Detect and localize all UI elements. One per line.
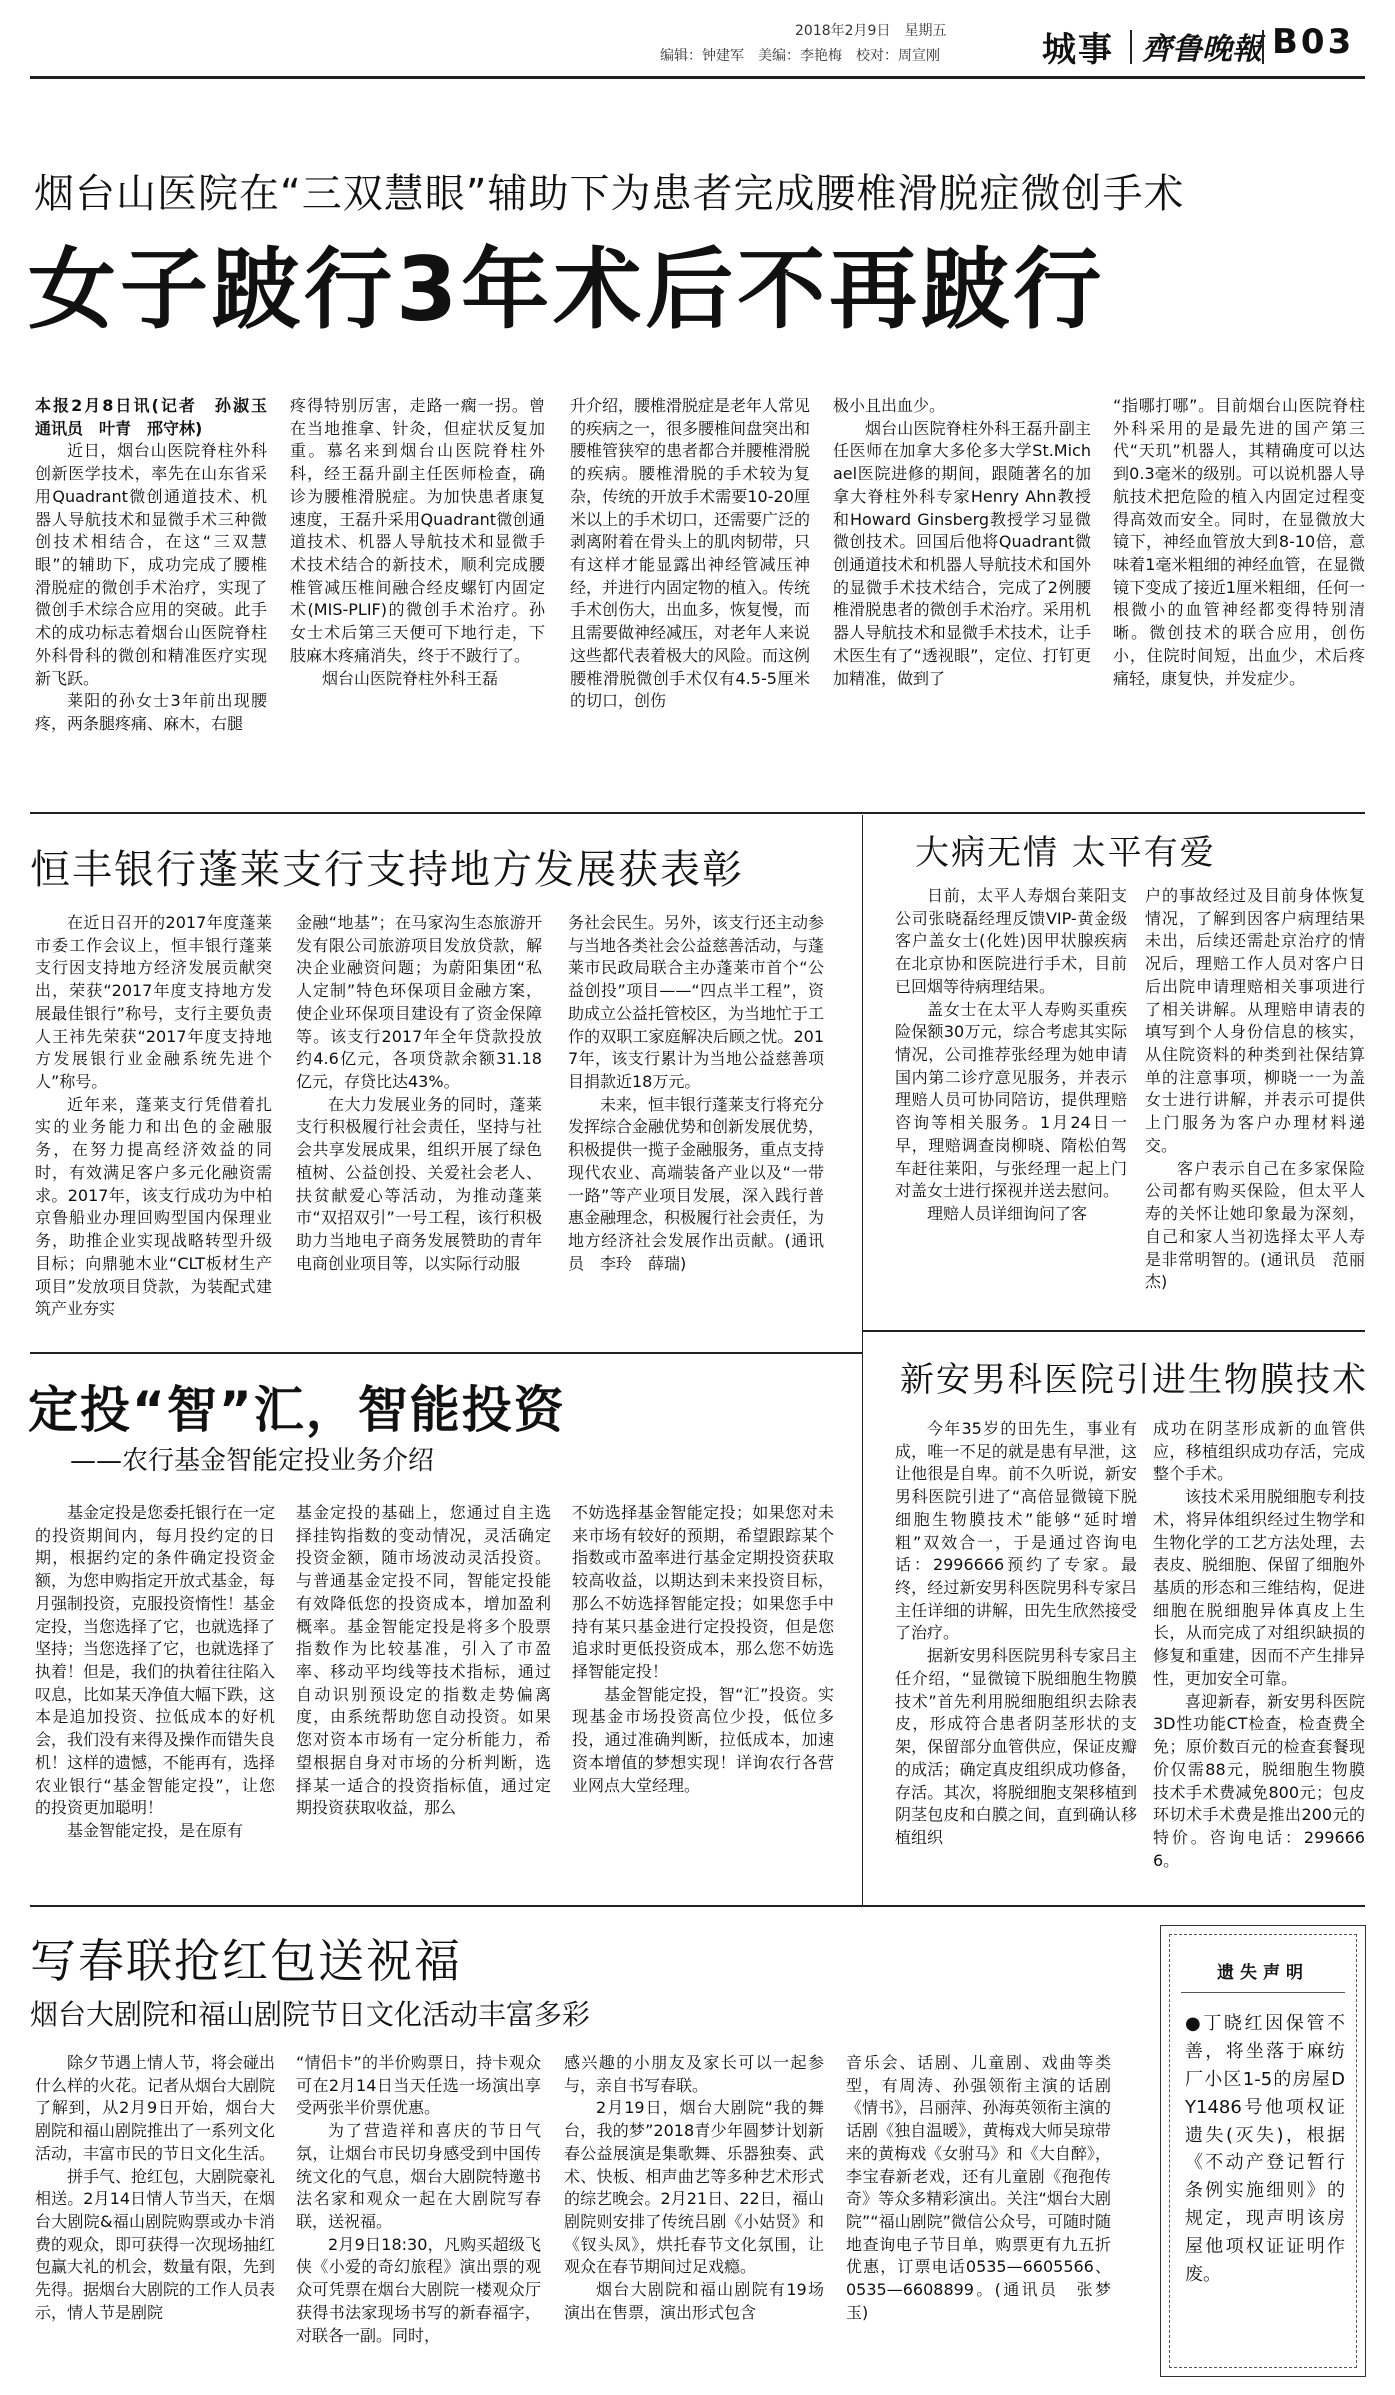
story6-headline: 写春联抢红包送祝福 [30,1934,462,1988]
story6-paragraph: 音乐会、话剧、儿童剧、戏曲等类型，有周涛、孙强领衔主演的话剧《情书》，吕丽萍、孙海英领衔主演的话剧《独自温暖》，黄梅戏大师吴琼带来的黄梅戏《女驸马》和《大自醉》，李宝春新老戏，还有儿童剧《孢孢传奇》等众多精彩演出。关注“烟台大剧院”“福山剧院”微信公众号，可随时随地查询电子节目单，购票更有九五折优惠，订票电话0535—6605566、0535—6608899。(通讯员 张梦玉) [846,2053,1111,2322]
story3-headline: 大病无情 太平有爱 [915,833,1216,873]
story6-subhead: 烟台大剧院和福山剧院节日文化活动丰富多彩 [30,1998,591,2031]
story4-column-1 [35,1502,275,1843]
story2-paragraph: 务社会民生。另外，该支行还主动参与当地各类社会公益慈善活动，与蓬莱市民政局联合主办蓬莱市首个“公益创投”项目——“四点半工程”，资助成立公益托管校区，为当地忙于工作的双职工家庭解决后顾之忧。2017年，该支行累计为当地公益慈善项目捐款近18万元。 [568,913,825,1092]
story6-column-1 [35,2052,275,2325]
story2-column-2 [296,912,542,1276]
story3-paragraph: 户的事故经过及目前身体恢复情况，了解到因客户病理结果未出，后续还需赴京治疗的情况后，理赔工作人员对客户日后出院申请理赔相关事项进行了相关讲解。从理赔申请表的填写到个人身份信息的核实，从住院资料的种类到社保结算单的注意事项，柳晓一一为盖女士进行讲解，并表示可提供上门服务为客户办理材料递交。 [1145,886,1365,1155]
story1-paragraph: 疼得特别厉害，走路一瘸一拐。曾在当地推拿、针灸，但症状反复加重。慕名来到烟台山医院脊柱外科，经王磊升副主任医师检查，确诊为腰椎滑脱症。为加快患者康复速度，王磊升采用Quadrant微创通道技术、机器人导航技术和显微手术技术结合的新技术，顺利完成腰椎管减压椎间融合经皮螺钉内固定术(MIS-PLIF)的微创手术治疗。孙女士术后第三天便可下地行走，下肢麻木疼痛消失，终于不跛行了。 [290,396,545,665]
section-rule [30,1905,1365,1907]
story1-paragraph: 极小且出血少。 [833,396,946,415]
story2-headline: 恒丰银行蓬莱支行支持地方发展获表彰 [30,847,744,893]
story5-column-1 [895,1418,1137,1850]
story1-column-1 [35,395,284,736]
masthead-staff: 编辑：钟建军 美编：李艳梅 校对：周宣刚 [660,48,940,64]
story3-paragraph: 盖女士在太平人寿购买重疾险保额30万元，综合考虑其实际情况，公司推荐张经理为她申请国内第二诊疗意见服务，并表示理赔人员可协同陪访，提供理赔咨询等相关服务。1月24日一早，理赔调查岗柳晓、隋松伯驾车赶往莱阳，与张经理一起上门对盖女士进行探视并送去慰问。 [895,999,1127,1201]
story5-paragraph: 今年35岁的田先生，事业有成，唯一不足的就是患有早泄，这让他很是自卑。前不久听说，新安男科医院引进了“高倍显微镜下脱细胞生物膜技术”能够“延时增粗”双效合一，于是通过咨询电话：2996666预约了专家。最终，经过新安男科医院男科专家吕主任详细的讲解，田先生欣然接受了治疗。 [895,1419,1137,1643]
story2-column-1 [35,912,272,1321]
story4-paragraph: 基金定投的基础上，您通过自主选择挂钩指数的变动情况，灵活确定投资金额，随市场波动灵活投资。与普通基金定投不同，智能定投能有效降低您的投资成本，增加盈利概率。基金智能定投是将多个股票指数作为比较基准，引入了市盈率、移动平均线等技术指标，通过自动识别预设定的指数走势偏离度，由系统帮助您自动投资。如果您对资本市场有一定分析能力，希望根据自身对市场的分析判断，选择某一适合的投资指标值，通过定期投资获取收益，那么 [296,1503,551,1818]
story4-paragraph: 不妨选择基金智能定投；如果您对未来市场有较好的预期，希望跟踪某个指数或市盈率进行基金定期投资获取较高收益，以期达到未来投资目标，那么不妨选择智能定投；如果您手中持有某只基金进行定投投资，但是您追求时更低投资成本，那么您不妨选择智能定投！ [572,1503,834,1682]
story5-headline: 新安男科医院引进生物膜技术 [900,1360,1368,1400]
story1-paragraph: 近日，烟台山医院脊柱外科创新医学技术，率先在山东省采用Quadrant微创通道技术、机器人导航技术和显微手术三种微创技术相结合，在这“三双慧眼”的辅助下，成功完成了腰椎滑脱症的微创手术治疗，实现了微创手术综合应用的突破。此手术的成功标志着烟台山医院脊柱外科骨科的微创和精准医疗实现新飞跃。 [35,441,267,688]
story6-column-2 [296,2052,541,2347]
story2-paragraph: 在近日召开的2017年度蓬莱市委工作会议上，恒丰银行蓬莱支行因支持地方经济发展贡献突出，荣获“2017年度支持地方发展最佳银行”称号，支行主要负责人王祎先荣获“2017年度支持地方发展银行业金融系统先进个人”称号。 [35,913,272,1092]
page-number: B03 [1272,22,1355,62]
newspaper-logo: 齊鲁晚報 [1142,32,1262,67]
story6-paragraph: 为了营造祥和喜庆的节日气氛，让烟台市民切身感受到中国传统文化的气息，烟台大剧院特邀书法名家和观众一起在大剧院写春联，送祝福。 [296,2121,541,2232]
story6-paragraph: “情侣卡”的半价购票日，持卡观众可在2月14日当天任选一场演出享受两张半价票优惠。 [296,2053,541,2118]
story5-column-2 [1153,1418,1365,1872]
story6-paragraph: 2月9日18:30，凡购买超级飞侠《小爱的奇幻旅程》演出票的观众可凭票在烟台大剧院一楼观众厅获得书法家现场书写的新春福字，对联各一副。同时， [296,2234,541,2345]
lost-notice-title: 遗失声明 [1217,1963,1309,1983]
lost-notice-body: ●丁晓红因保管不善，将坐落于麻纺厂小区1-5的房屋DY1486号他项权证遗失(灭失)，根据《不动产登记暂行条例实施细则》的规定，现声明该房屋他项权证证明作废。 [1185,2013,1345,2286]
story3-paragraph: 日前，太平人寿烟台莱阳支公司张晓磊经理反馈VIP-黄金级客户盖女士(化姓)因甲状腺疾病在北京协和医院进行手术，目前已回烟等待病理结果。 [895,886,1127,996]
story2-paragraph: 金融“地基”；在马家沟生态旅游开发有限公司旅游项目发放贷款，解决企业融资问题；为蔚阳集团“私人定制”特色环保项目金融方案，使企业环保项目建设有了资金保障等。该支行2017年全年贷款投放约4.6亿元，各项贷款余额31.18亿元，存贷比达43%。 [296,913,542,1092]
section-rule [30,1352,862,1354]
story2-paragraph: 近年来，蓬莱支行凭借着扎实的业务能力和出色的金融服务，在努力提高经济效益的同时，有效满足客户多元化融资需求。2017年，该支行成功为中柏京鲁船业办理回购型国内保理业务，助推企业实现战略转型升级目标；向鼎驰木业“CLT板材生产项目”发放项目贷款，为装配式建筑产业夯实 [35,1094,272,1319]
masthead-section: 城事 [1042,30,1114,70]
story4-paragraph: 基金智能定投，是在原有 [67,1821,244,1841]
story4-column-3 [572,1502,834,1797]
story1-paragraph: 烟台山医院脊柱外科王磊升副主任医师在加拿大多伦多大学St.Michael医院进修的期间，跟随著名的加拿大脊柱外科专家Henry Ahn教授和Howard Ginsberg教授学习显微微创技术。回国后他将Quadrant微创通道技术和机器人导航技术和国外的显微手术技术结合，完成了2例腰椎滑脱患者的微创手术治疗。采用机器人导航技术和显微手术技术，让手术医生有了“透视眼”，定位、打钉更加精准，做到了 [833,418,1091,688]
story4-headline: 定投“智”汇，智能投资 [28,1381,566,1439]
masthead-divider-2 [1262,30,1264,64]
story2-column-3 [568,912,824,1276]
story3-paragraph: 理赔人员详细询问了客 [927,1204,1088,1224]
lost-notice-box [1160,1925,1366,2377]
lost-notice-title-rule [1181,1992,1345,1993]
story1-paragraph: 莱阳的孙女士3年前出现腰疼，两条腿疼痛、麻木，右腿 [35,691,267,734]
story6-paragraph: 2月19日，烟台大剧院“我的舞台，我的梦”2018青少年圆梦计划新春公益展演是集歌舞、乐器独奏、武术、快板、相声曲艺等多种艺术形式的综艺晚会。2月21日、22日，福山剧院则安排了传统吕剧《小姑贤》和《钗头凤》，烘托春节文化氛围，让观众在春节期间过足戏瘾。 [564,2098,824,2277]
story3-column-2 [1145,885,1365,1294]
story2-paragraph: 未来，恒丰银行蓬莱支行将充分发挥综合金融优势和创新发展优势，积极提供一揽子金融服务，重点支持现代农业、高端装备产业以及“一带一路”等产业项目发展，深入践行普惠金融理念，积极履行社会责任，为地方经济社会发展作出贡献。(通讯员 李玲 薛瑞) [568,1094,825,1273]
story5-paragraph: 据新安男科医院男科专家吕主任介绍，“显微镜下脱细胞生物膜技术”首先利用脱细胞组织去除表皮，形成符合患者阴茎形状的支架，保留部分血管供应，保证皮瓣的成活；确定真皮组织成功修备，存活。其次，将脱细胞支架移植到阴茎包皮和白膜之间，直到确认移植组织 [895,1646,1137,1847]
story6-paragraph: 除夕节遇上情人节，将会碰出什么样的火花。记者从烟台大剧院了解到，从2月9日开始，烟台大剧院和福山剧院推出了一系列文化活动，丰富市民的节日文化生活。 [35,2053,276,2163]
story1-column-4 [833,395,1091,690]
story4-paragraph: 基金定投是您委托银行在一定的投资期间内，每月投约定的日期，根据约定的条件确定投资金额，为您申购指定开放式基金，每月强制投资，克服投资惰性！基金定投，当您选择了它，也就选择了坚持；当您选择了它，也就选择了执着！但是，我们的执着往往陷入叹息，比如某天净值大幅下跌，这本是追加投资、拉低成本的好机会，我们没有来得及操作而错失良机！这样的遗憾，不能再有，选择农业银行“基金智能定投”，让您的投资更加聪明！ [35,1503,276,1818]
masthead-rule [30,76,1365,79]
story6-column-3 [564,2052,824,2325]
story4-paragraph: 基金智能定投，智“汇”投资。实现基金市场投资高位少投，低位多投，通过准确判断，拉低成本，加速资本增值的梦想实现！详询农行各营业网点大堂经理。 [572,1684,834,1795]
story1-kicker: 烟台山医院在“三双慧眼”辅助下为患者完成腰椎滑脱症微创手术 [34,171,1185,217]
section-rule [862,1330,1365,1332]
section-rule [30,812,1365,814]
story1-column-2 [290,395,545,690]
story4-subhead: ——农行基金智能定投业务介绍 [70,1446,435,1476]
story5-paragraph: 该技术采用脱细胞专利技术，将异体组织经过生物学和生物化学的工艺方法处理，去表皮、脱细胞、保留了细胞外基质的形态和三维结构，促进细胞在脱细胞异体真皮上生长，从而完成了对组织缺损的修复和重建，因而不产生排异性，更加安全可靠。 [1153,1487,1365,1688]
story5-paragraph: 喜迎新春，新安男科医院3D性功能CT检查，检查费全免；原价数百元的检查套餐现价仅需88元，脱细胞生物膜技术手术费减免800元；包皮环切术手术费是推出200元的特价。咨询电话：2996666。 [1153,1691,1365,1870]
column-divider [862,815,863,1905]
story3-column-1 [895,885,1127,1226]
masthead [0,0,1395,70]
story4-column-2 [296,1502,551,1820]
story5-paragraph: 成功在阴茎形成新的血管供应，移植组织成功存活，完成整个手术。 [1153,1419,1365,1484]
masthead-divider [1130,30,1132,64]
story1-column-5 [1113,395,1365,690]
story3-paragraph: 客户表示自己在多家保险公司都有购买保险，但太平人寿的关怀让她印象最为深刻，自己和家人当初选择太平人寿是非常明智的。(通讯员 范丽杰) [1145,1158,1365,1292]
story1-byline: 本报2月8日讯(记者 孙淑玉 通讯员 叶青 邢守林) [35,396,284,438]
masthead-date: 2018年2月9日 星期五 [795,23,947,39]
story2-paragraph: 在大力发展业务的同时，蓬莱支行积极履行社会责任，坚持与社会共享发展成果，组织开展了绿色植树、公益创投、关爱社会老人、扶贫献爱心等活动，为推动蓬莱市“双招双引”一号工程，该行积极助力当地电子商务发展赞助的青年电商创业项目等，以实际行动服 [296,1094,542,1273]
story1-paragraph: “指哪打哪”。目前烟台山医院脊柱外科采用的是最先进的国产第三代“天玑”机器人，其精确度可以达到0.3毫米的级别。可以说机器人导航技术把危险的植入内固定过程变得高效而安全。同时，在显微放大镜下，神经血管放大到8-10倍，意味着1毫米粗细的神经血管，在显微镜下变成了接近1厘米粗细，任何一根微小的血管神经都变得特别清晰。微创技术的联合应用，创伤小，住院时间短，出血少，术后疼痛轻，康复快，并发症少。 [1113,396,1365,688]
story6-paragraph: 拼手气、抢红包，大剧院豪礼相送。2月14日情人节当天，在烟台大剧院&福山剧院购票或办卡消费的观众，即可获得一次现场抽红包赢大礼的机会，数量有限，先到先得。据烟台大剧院的工作人员表示，情人节是剧院 [35,2166,276,2322]
story6-column-4 [846,2052,1111,2325]
story1-paragraph: 烟台山医院脊柱外科王磊 [322,668,499,688]
story6-paragraph: 感兴趣的小朋友及家长可以一起参与，亲自书写春联。 [564,2053,824,2095]
story6-paragraph: 烟台大剧院和福山剧院有19场演出在售票，演出形式包含 [564,2280,824,2322]
story1-paragraph: 升介绍，腰椎滑脱症是老年人常见的疾病之一，很多腰椎间盘突出和腰椎管狭窄的患者都合并腰椎滑脱的疾病。腰椎滑脱的手术较为复杂，传统的开放手术需要10-20厘米以上的手术切口，还需要广泛的剥离附着在骨头上的肌肉韧带，只有这样才能显露出神经管减压神经，并进行内固定物的植入。传统手术创伤大，出血多，恢复慢，而且需要做神经减压，对老年人来说这些都代表着极大的风险。而这例腰椎滑脱微创手术仅有4.5-5厘米的切口，创伤 [570,396,811,711]
story1-headline: 女子跛行3年术后不再跛行 [28,238,1106,341]
story1-column-3 [570,395,810,713]
